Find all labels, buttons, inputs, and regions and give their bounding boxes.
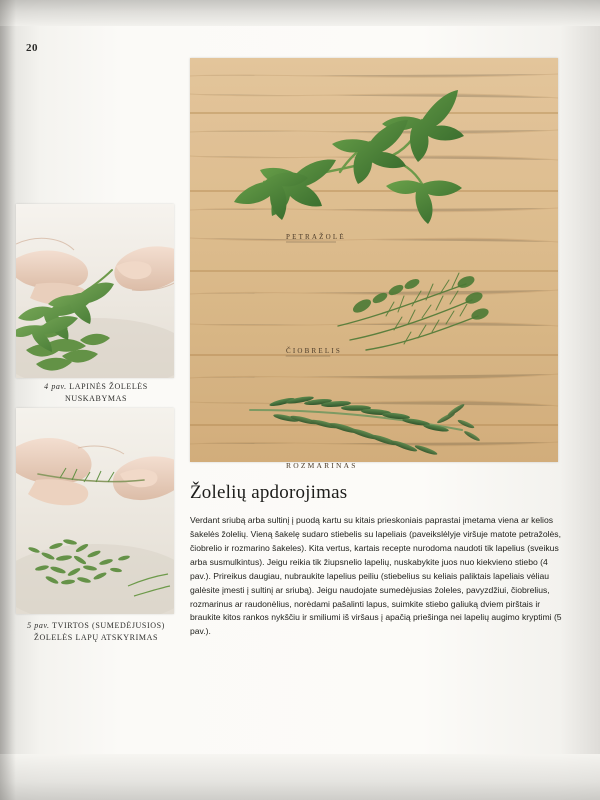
figure-4-photo — [16, 204, 174, 378]
label-thyme: ČIOBRELIS — [286, 347, 342, 355]
figure-5-caption-text: TVIRTOS (SUMEDĖJUSIOS) ŽOLELĖS LAPŲ ATSKYRIMAS — [33, 621, 165, 642]
figure-5-photo — [16, 408, 174, 614]
figure-5-number: 5 pav. — [27, 621, 50, 630]
figure-4-caption — [16, 381, 176, 404]
article-body: Verdant sriubą arba sultinį į puodą kartu su kitais prieskoniais paprastai įmetama viena ar kelios šakelės žolelių. Vieną šakelę sudaro stiebelis su lapeliais (paveikslėlyje viršuje matote petražolės, čiobrelio ir rozmarino šakeles). Kita vertus, kartais recepte nurodoma naudoti tik lapelius (sveikus arba susmulkintus). Jeigu reikia tik žiupsnelio lapelių, nuskabykite juos nuo kiekvieno stiebo (4 pav.). Prireikus daugiau, nubraukite lapelius peiliu (stiebelius su keliais paliktais lapeliais vėliau galėsite įmesti į sultinį ar sriubą). Jeigu naudojate sumedėjusias žoleles, pavyzdžiui, čiobrelius, rozmarinus ar raudonėlius, norėdami pašalinti lapus, suimkite stiebo galiuką dviem pirštais ir braukite kitos rankos nykščiu ir smiliumi iš viršaus į apačią priešinga nei lapelių augimo kryptimi (5 pav.). — [190, 515, 562, 637]
page-shadow-left — [0, 0, 16, 800]
article-title: Žolelių apdorojimas — [190, 482, 348, 503]
figure-4-number: 4 pav. — [44, 382, 67, 391]
figure-4-artwork — [16, 204, 174, 378]
page-number: 20 — [26, 42, 38, 54]
page-shadow-bottom — [0, 754, 600, 800]
page-shadow-top — [0, 0, 600, 26]
figure-4-caption-text: LAPINĖS ŽOLELĖS NUSKABYMAS — [64, 382, 148, 403]
main-herb-photo — [190, 58, 558, 462]
herb-label-rosemary: ROZMARINAS — [286, 461, 358, 470]
main-photo-artwork — [190, 58, 558, 462]
figure-5-artwork — [16, 408, 174, 614]
figure-5-caption — [16, 620, 176, 643]
label-parsley: PETRAŽOLĖ — [286, 233, 346, 241]
article-section — [190, 482, 562, 639]
